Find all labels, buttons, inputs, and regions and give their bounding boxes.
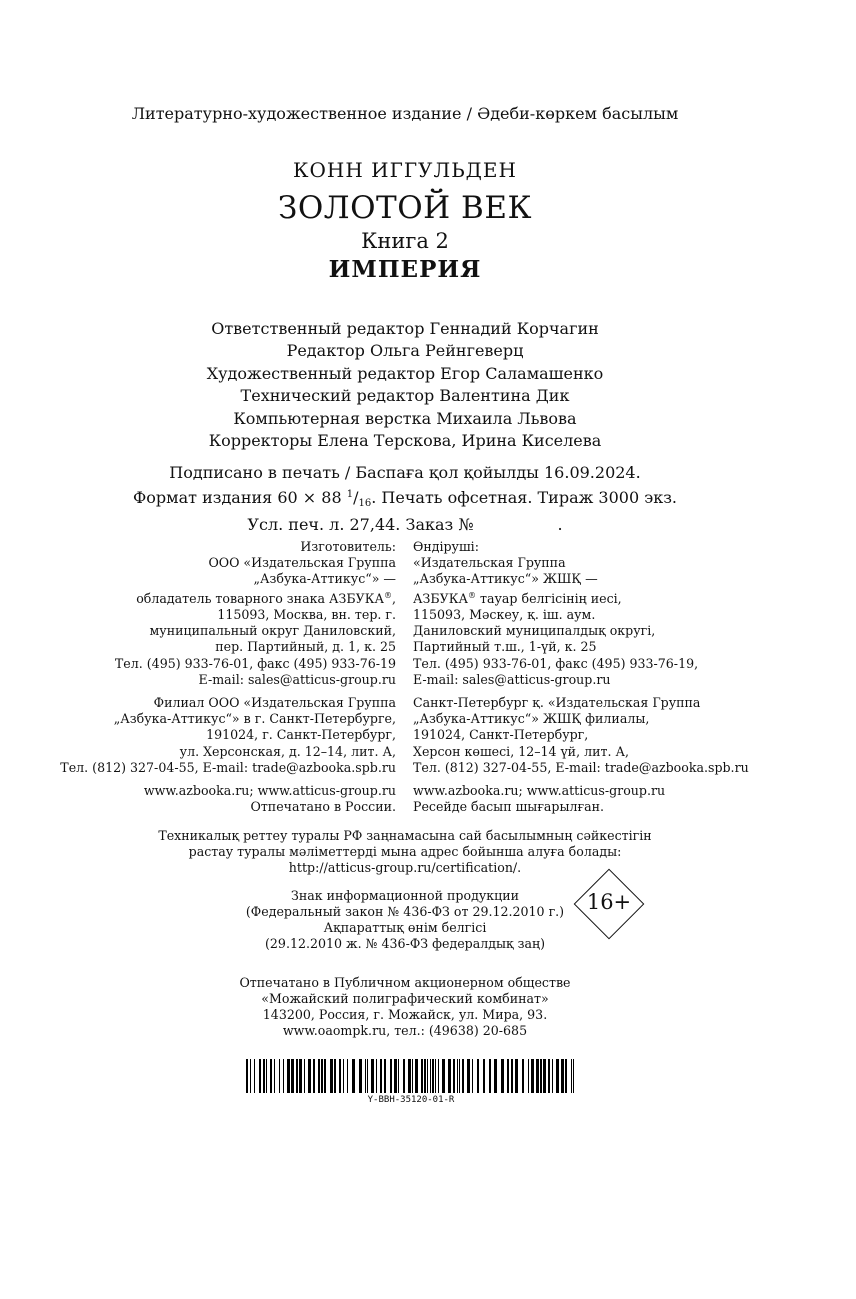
barcode-bar	[365, 1059, 366, 1093]
barcode-bar	[494, 1059, 497, 1093]
signed-date: Подписано в печать / Баспаға қол қойылды 16.09.2024.	[169, 463, 641, 482]
age-rating-label: 16+	[586, 890, 632, 914]
manufacturer-ru: Изготовитель: ООО «Издательская Группа „Азбука-Аттикус“» — обладатель товарного знака АЗБУКА®, 115093, Москва, вн. тер. г. муниципальный округ Даниловский, пер. Партийный, д. 1, к. 25 Тел. (495) 933-76-01, факс (495) 933-76-19 E-mail: sales@atticus-group.ru Филиал ООО «Издательская Группа „Азбука-Аттикус“» в г. Санкт-Петербурге, 191024, г. Санкт-Петербург, ул. Херсонская, д. 12–14, лит. А, Тел. (812) 327-04-55, E-mail: trade@azbooka.spb.ru www.azbooka.ru; www.atticus-group.ru Отпечатано в России.	[60, 539, 396, 815]
barcode-bar	[321, 1059, 323, 1093]
barcode-bar	[246, 1059, 248, 1093]
barcode-bar	[263, 1059, 265, 1093]
barcode-bar	[453, 1059, 455, 1093]
barcode-bar	[462, 1059, 464, 1093]
barcode-bar	[511, 1059, 513, 1093]
barcode-bar	[398, 1059, 399, 1093]
barcode-bar	[291, 1059, 294, 1093]
barcode-bar	[304, 1059, 305, 1093]
book-title: ИМПЕРИЯ	[328, 256, 482, 283]
barcode-bar	[556, 1059, 559, 1093]
barcode-bar	[394, 1059, 397, 1093]
barcode-bar	[477, 1059, 479, 1093]
book-number: Книга 2	[361, 229, 449, 253]
barcode-bar	[457, 1059, 458, 1093]
editorial-credits	[0, 318, 810, 452]
barcode-bar	[531, 1059, 534, 1093]
credit-line: Компьютерная верстка Михаила Львова	[233, 408, 577, 428]
barcode-bar	[403, 1059, 405, 1093]
barcode-bar	[507, 1059, 509, 1093]
age-rating-text: Знак информационной продукции (Федеральный закон № 436-ФЗ от 29.12.2010 г.) Ақпараттық өнім белгісі (29.12.2010 ж. № 436-ФЗ федералдық заң)	[245, 888, 565, 951]
barcode-bar	[442, 1059, 445, 1093]
barcode-bar	[489, 1059, 491, 1093]
barcode-bar	[552, 1059, 553, 1093]
print-info	[0, 462, 810, 536]
barcode-bar	[287, 1059, 290, 1093]
barcode-bar	[343, 1059, 344, 1093]
barcode-bar	[308, 1059, 311, 1093]
barcode-bar	[384, 1059, 386, 1093]
barcode-bar	[299, 1059, 302, 1093]
barcode-bar	[515, 1059, 518, 1093]
credit-line: Ответственный редактор Геннадий Корчагин	[211, 319, 599, 338]
barcode-bar	[522, 1059, 524, 1093]
barcode-bar	[296, 1059, 298, 1093]
barcode-bar	[371, 1059, 374, 1093]
barcode-bar	[279, 1059, 280, 1093]
barcode-bar	[283, 1059, 284, 1093]
format-line: Формат издания 60 × 88 $^1/_{16}$. Печать офсетная. Тираж 3000 экз.	[132, 487, 677, 509]
edition-type: Литературно-художественное издание / Әдеби-көркем басылым	[131, 104, 679, 123]
credit-line: Технический редактор Валентина Дик	[240, 386, 570, 406]
barcode-bar	[459, 1059, 460, 1093]
barcode-bar	[318, 1059, 320, 1093]
barcode-bar	[339, 1059, 341, 1093]
trademark-line: обладатель товарного знака АЗБУКА®,	[136, 590, 396, 606]
certification-url: http://atticus-group.ru/certification/.	[288, 860, 522, 875]
barcode-bar	[540, 1059, 542, 1093]
barcode-bar	[367, 1059, 368, 1093]
certification-note: Техникалық реттеу туралы РФ заңнамасына сай басылымның сәйкестігін растау туралы мәліметтерді мына адрес бойынша алуға болады: http://atticus-group.ru/certification/.	[0, 828, 810, 876]
barcode-bar	[324, 1059, 326, 1093]
barcode-bar	[483, 1059, 485, 1093]
barcode-bar	[376, 1059, 377, 1093]
barcode-bar	[390, 1059, 392, 1093]
barcode-bar	[573, 1059, 574, 1093]
author-name: КОНН ИГГУЛЬДЕН	[293, 158, 517, 182]
credit-line: Редактор Ольга Рейнгеверц	[286, 341, 524, 361]
barcode-bar	[334, 1059, 336, 1093]
credit-line: Художественный редактор Егор Саламашенко	[206, 363, 604, 383]
barcode-bar	[424, 1059, 426, 1093]
barcode-caption: Y-BBH-35120-01-R	[367, 1095, 455, 1105]
barcode-bar	[380, 1059, 382, 1093]
barcode-bar	[347, 1059, 348, 1093]
barcode-bar	[536, 1059, 539, 1093]
barcode-bar	[254, 1059, 255, 1093]
barcode-bar	[412, 1059, 413, 1093]
barcode-bar	[266, 1059, 267, 1093]
barcode-bar	[352, 1059, 355, 1093]
barcode-bar	[467, 1059, 470, 1093]
manufacturer-kz: Өндіруші: «Издательская Группа „Азбука-Аттикус“» ЖШҚ — АЗБУКА® тауар белгісінің иесі, 115093, Мәскеу, қ. іш. аум. Даниловский муниципалдық округі, Партийный т.ш., 1-үй, к. 25 Тел. (495) 933-76-01, факс (495) 933-76-19, E-mail: sales@atticus-group.ru Санкт-Петербург қ. «Издательская Группа „Азбука-Аттикус“» ЖШҚ филиалы, 191024, Санкт-Петербург, Херсон көшесі, 12–14 үй, лит. А, Тел. (812) 327-04-55, E-mail: trade@azbooka.spb.ru www.azbooka.ru; www.atticus-group.ru Ресейде басып шығарылған.	[413, 539, 749, 815]
barcode-bar	[571, 1059, 572, 1093]
printer-info: Отпечатано в Публичном акционерном обществе «Можайский полиграфический комбинат» 143200, Россия, г. Можайск, ул. Мира, 93. www.oaompk.ru, тел.: (49638) 20-685	[239, 975, 571, 1038]
barcode-bar	[472, 1059, 473, 1093]
barcode-bar	[448, 1059, 451, 1093]
barcode-bar	[432, 1059, 434, 1093]
barcode-bar	[435, 1059, 436, 1093]
barcode-bar	[408, 1059, 411, 1093]
barcode-bar	[270, 1059, 272, 1093]
barcode-bar	[528, 1059, 529, 1093]
barcode-bar	[330, 1059, 333, 1093]
barcode-bar	[250, 1059, 251, 1093]
barcode-bar	[415, 1059, 418, 1093]
barcode	[246, 1059, 576, 1093]
barcode-bar	[274, 1059, 275, 1093]
barcode-bar	[561, 1059, 564, 1093]
barcode-bar	[430, 1059, 431, 1093]
barcode-bar	[548, 1059, 550, 1093]
trademark-line: АЗБУКА® тауар белгісінің иесі,	[413, 590, 622, 606]
barcode-bar	[427, 1059, 428, 1093]
order-line: Усл. печ. л. 27,44. Заказ № .	[247, 515, 563, 534]
barcode-bar	[421, 1059, 423, 1093]
barcode-bar	[259, 1059, 261, 1093]
barcode-bar	[543, 1059, 546, 1093]
barcode-bar	[565, 1059, 567, 1093]
series-title: ЗОЛОТОЙ ВЕК	[278, 190, 532, 226]
barcode-bar	[438, 1059, 439, 1093]
credit-line: Корректоры Елена Терскова, Ирина Киселева	[208, 431, 602, 451]
barcode-bar	[313, 1059, 315, 1093]
barcode-bar	[501, 1059, 504, 1093]
barcode-bar	[359, 1059, 362, 1093]
